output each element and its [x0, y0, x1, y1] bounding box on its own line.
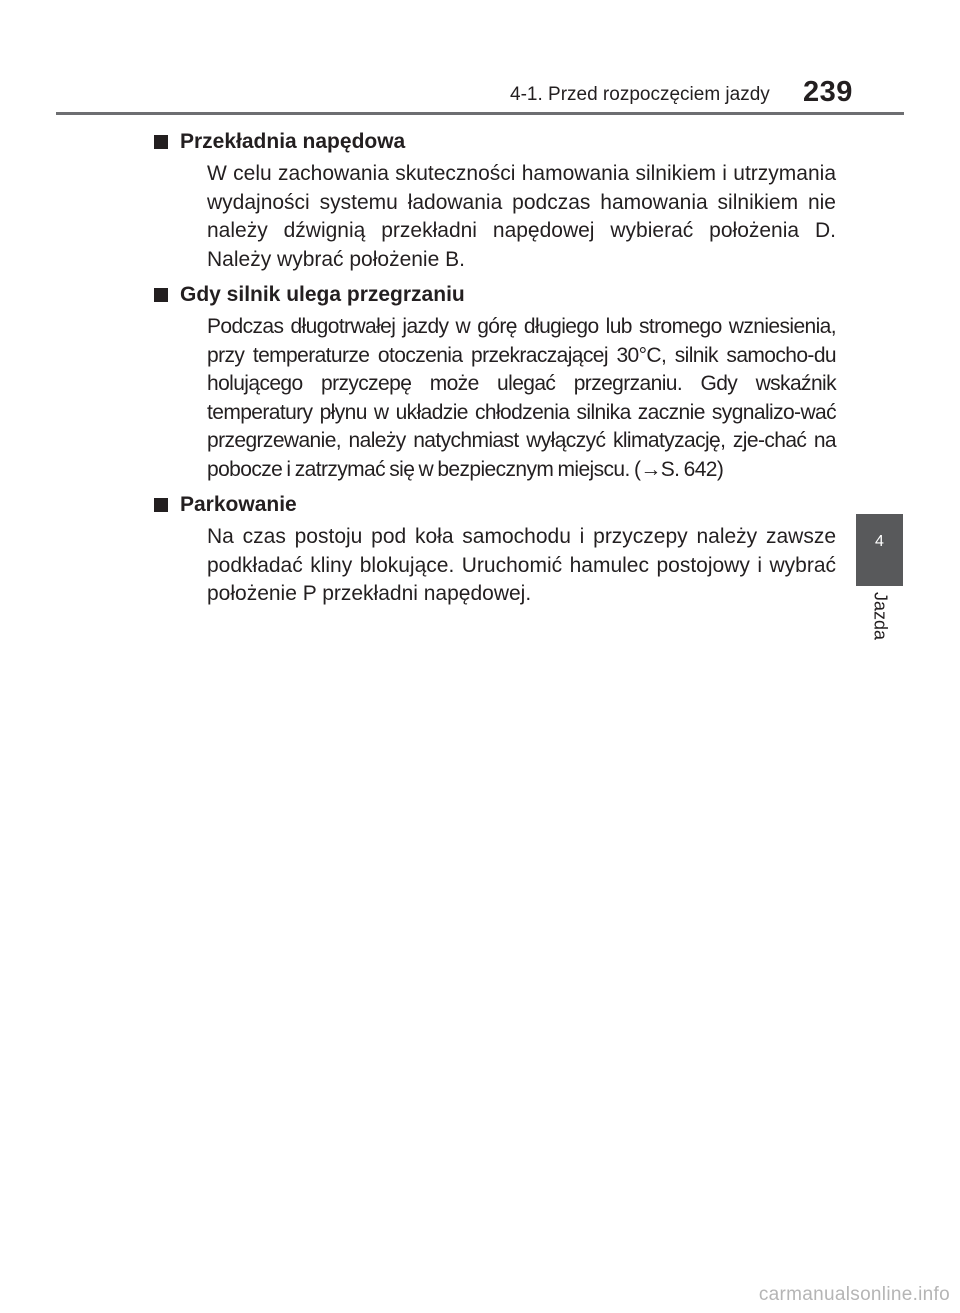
square-bullet-icon	[154, 135, 168, 149]
section-transmission	[180, 127, 836, 274]
section-heading-text: Gdy silnik ulega przegrzaniu	[180, 283, 465, 306]
section-heading	[150, 490, 836, 520]
page-content	[180, 127, 836, 615]
chapter-label: Jazda	[870, 592, 891, 641]
chapter-number: 4	[875, 533, 884, 550]
section-body: Na czas postoju pod koła samochodu i przyczepy należy zawsze podkładać kliny blokujące. Uruchomić hamulec postojowy i wybrać położenie P przekładni napędowej.	[207, 525, 836, 605]
section-heading-text: Przekładnia napędowa	[180, 130, 406, 153]
section-overheating	[180, 280, 836, 484]
chapter-tab[interactable]	[856, 514, 903, 586]
section-body: W celu zachowania skuteczności hamowania silnikiem i utrzymania wydajności systemu ładowania podczas hamowania silnikiem nie należy dźwignią przekładni napędowej wybierać położenia D. Należy wybrać położenie B.	[207, 162, 836, 271]
section-heading-text: Parkowanie	[180, 493, 297, 516]
section-heading	[150, 280, 836, 310]
square-bullet-icon	[154, 498, 168, 512]
section-heading	[150, 127, 836, 157]
section-parking	[180, 490, 836, 609]
page-number: 239	[803, 76, 853, 108]
header-divider	[56, 112, 904, 115]
section-body: Podczas długotrwałej jazdy w górę długiego lub stromego wzniesienia, przy temperaturze otoczenia przekraczającej 30°C, silnik samocho-du holującego przyczepę może ulegać przegrzaniu. Gdy wskaźnik temperatury płynu w układzie chłodzenia silnika zacznie sygnalizo-wać przegrzewanie, należy natychmiast wyłączyć klimatyzację, zje-chać na pobocze i zatrzymać się w bezpiecznym miejscu. (→S. 642)	[207, 315, 836, 481]
footer-watermark[interactable]: carmanualsonline.info	[758, 1284, 950, 1305]
square-bullet-icon	[154, 288, 168, 302]
page-header-title: 4-1. Przed rozpoczęciem jazdy	[510, 84, 770, 105]
